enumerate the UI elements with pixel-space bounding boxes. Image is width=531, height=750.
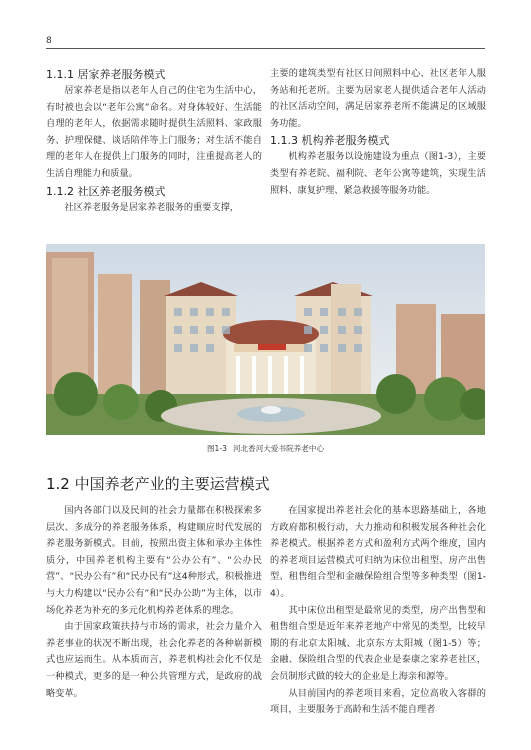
figure-caption-text: 河北香河大爱书院养老中心 xyxy=(232,444,325,453)
heading-1-1-3: 1.1.3 机构养老服务模式 xyxy=(270,134,390,148)
figure-caption xyxy=(46,443,485,454)
heading-1-1-1: 1.1.1 居家养老服务模式 xyxy=(46,68,166,81)
paragraph-bed-rental: 其中床位出租型是最常见的类型，房产出售型和租售组合型是近年来养老地产中常见的类型，比较早期的有北京太阳城、北京东方太阳城（图1-5）等；金融、保险组合型的代表企业是泰康之家养老社区，会员制形式做的较大的企业是上海亲和源等。 xyxy=(270,604,486,682)
heading-1-1-2: 1.1.2 社区养老服务模式 xyxy=(46,184,166,198)
left-column-top xyxy=(46,66,262,216)
page-number: 8 xyxy=(46,36,52,46)
paragraph-operation-models: 国内各部门以及民间的社会力量都在积极探索多层次、多成分的养老服务体系，构建顺应时代发展的养老服务新模式。目前，按照出资主体和承办主体性质分，中国养老机构主要有“公办公有”、“公办民营”、“民办公有”和“民办民有”这4种形式，积极推进与大力构建以“民办公有”和“民办公助”为主体，以市场化养老为补充的多元化机构养老体系的理念。 xyxy=(46,505,262,616)
figure-photo-care-center xyxy=(46,244,485,435)
paragraph-home-care: 居家养老是指以老年人自己的住宅为生活中心，有时被也会以“老年公寓”命名。对身体较好、生活能自理的老年人，依据需求随时提供生活照料、家政服务、护理保健、谈话陪伴等上门服务；对生活不能自理的老年人在提供上门服务的同时，注重提高老人的生活自理能力和质量。 xyxy=(46,85,262,179)
paragraph-community-care: 社区养老服务是居家养老服务的重要支撑， xyxy=(64,201,239,213)
paragraph-institution-care: 机构养老服务以设施建设为重点（图1-3），主要类型有养老院、福利院、老年公寓等建筑，实现生活照料、康复护理、紧急救援等服务功能。 xyxy=(270,151,486,196)
figure-number: 图1-3 xyxy=(206,444,227,453)
building-photo xyxy=(46,244,485,435)
section-title: 1.2 中国养老产业的主要运营模式 xyxy=(46,475,270,493)
paragraph-current-projects: 从目前国内的养老项目来看，定位高收入客群的项目，主要服务于高龄和生活不能自理者 xyxy=(270,687,486,716)
right-column-bottom xyxy=(270,503,486,719)
paragraph-social-forces: 由于国家政策扶持与市场的需求，社会力量介入养老事业的状况不断出现，社会化养老的各种崭新模式也应运而生。从本质而言，养老机构社会化不仅是一种模式，更多的是一种公共管理方式，是政府的战略变革。 xyxy=(46,621,262,699)
right-column-top xyxy=(270,66,486,199)
header-rule xyxy=(46,48,485,49)
paragraph-community-care-cont: 主要的建筑类型有社区日间照料中心、社区老年人服务站和托老所。主要为居家老人提供适合老年人活动的社区活动空间，满足居家养老所不能满足的区域服务功能。 xyxy=(270,68,486,129)
paragraph-local-government: 在国家提出养老社会化的基本思路基础上，各地方政府都积极行动，大力推动和积极发展各种社会化养老模式。根据养老方式和盈利方式两个维度，国内的养老项目运营模式可归纳为床位出租型、房产出售型、租售组合型和金融保险组合型等多种类型（图1-4）。 xyxy=(270,505,486,599)
left-column-bottom xyxy=(46,503,262,702)
